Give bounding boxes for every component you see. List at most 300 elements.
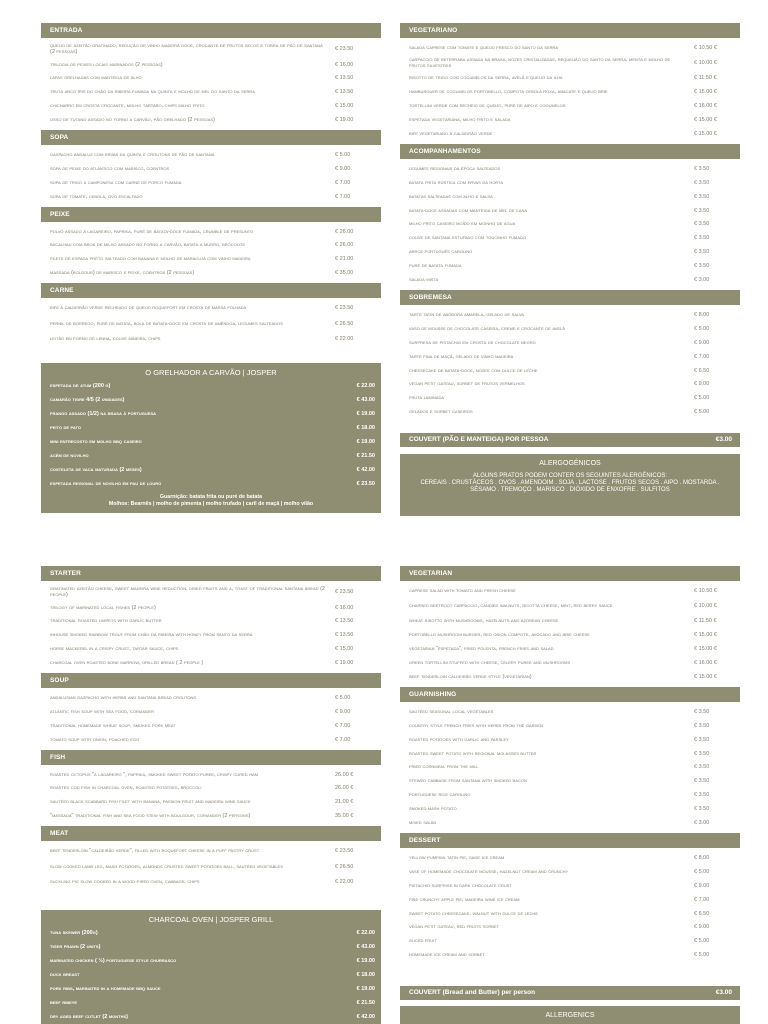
- item-price: € 15.00 €: [694, 674, 717, 681]
- allergens-box: [400, 1006, 740, 1024]
- menu-item: [400, 851, 740, 865]
- menu-item: [41, 643, 381, 657]
- item-name: tiger prawn (2 units): [50, 943, 101, 950]
- item-price: € 16.00 €: [694, 103, 717, 110]
- item-name: trilogia de peixes locais marinados (2 pessoas): [50, 61, 163, 68]
- grill-item: [41, 393, 381, 407]
- item-price: € 3.50: [694, 778, 710, 785]
- menu-item: [41, 656, 381, 670]
- grill-title: O GRELHADOR A CARVÃO | JOSPER: [145, 368, 277, 377]
- item-price: € 5.00: [694, 409, 710, 416]
- sauces-note: Molhos: Bearnês | molho de pimenta | molho trufado | caril de maçã | molho vilão: [108, 500, 314, 507]
- item-name: puré de batata fumada: [409, 263, 462, 270]
- item-name: tortellini verde com recheio de queijo, puré de aipo e cogumelos: [409, 103, 566, 110]
- menu-item: [400, 935, 740, 949]
- item-name: batata-doce assadas com manteiga de mel de cana: [409, 207, 528, 214]
- item-price: € 3.50: [694, 207, 710, 214]
- item-name: charcoal oven roasted bone marrow, grilled bread ( 2 people ): [50, 660, 204, 667]
- menu-item: [400, 350, 740, 364]
- item-price: € 42.00: [356, 467, 375, 474]
- item-price: € 3.50: [694, 736, 710, 743]
- menu-item: [400, 308, 740, 322]
- menu-item: [400, 322, 740, 336]
- item-name: vase of homemade chocolate mousse, hazelnut cream and crunchy: [409, 868, 569, 875]
- en-couvert: [400, 986, 740, 1000]
- item-name: sautéed seasonal local vegetables: [409, 708, 494, 715]
- item-name: batatas salteadas com alho e salsa: [409, 193, 493, 200]
- menu-item: [400, 719, 740, 733]
- item-price: € 8.00: [694, 311, 710, 318]
- menu-item: [400, 100, 740, 114]
- item-price: € 22.00: [335, 335, 354, 342]
- section-items: [41, 298, 381, 349]
- menu-item: [41, 41, 381, 58]
- item-name: smoked mash potato: [409, 806, 457, 813]
- menu-item: [400, 204, 740, 218]
- grill-item: [41, 968, 381, 982]
- item-price: € 21.50: [356, 1000, 375, 1007]
- grill-item: [41, 464, 381, 478]
- menu-item: [400, 670, 740, 684]
- item-price: € 21.50: [356, 453, 375, 460]
- menu-item: [400, 629, 740, 643]
- item-name: beef tenderloin "caldeirão verde", filled with roquefort cheese in a puff pastry crust: [50, 848, 260, 855]
- item-price: € 3.50: [694, 179, 710, 186]
- item-price: € 26.00: [335, 242, 354, 249]
- item-name: country style french fries with herbs from the garden: [409, 722, 543, 729]
- menu-item: [400, 907, 740, 921]
- menu-item: [400, 816, 740, 830]
- en-grill-box: [41, 910, 381, 1024]
- grill-item: [41, 407, 381, 421]
- item-price: € 3.50: [694, 722, 710, 729]
- item-name: tarte tatin de abóbora amarela, gelado de salva: [409, 311, 524, 318]
- item-price: € 7.00: [335, 193, 351, 200]
- menu-item: [41, 768, 381, 782]
- item-price: € 13.50: [335, 75, 354, 82]
- item-name: "massada" traditional fish and sea food stew with boulgour, coriander (2 persons): [50, 813, 251, 820]
- menu-item: [41, 601, 381, 615]
- grill-box: [41, 910, 381, 1024]
- menu-item: [400, 378, 740, 392]
- section-header: FISH: [41, 750, 381, 765]
- item-name: salada mista: [409, 277, 439, 284]
- item-name: batata frita rústica com ervas da horta: [409, 179, 504, 186]
- item-name: hambúrguer de cogumelos portobello, compota cebola roxa, abacate e queijo brie: [409, 89, 608, 96]
- item-price: € 16.00: [335, 61, 354, 68]
- item-price: € 3.50: [694, 806, 710, 813]
- item-price: € 9.00: [694, 882, 710, 889]
- menu-item: [400, 336, 740, 350]
- item-name: vegetarian "espetada", fried polenta, french fries and salad: [409, 646, 554, 653]
- menu-item: [41, 113, 381, 127]
- item-price: € 23.50: [335, 46, 354, 53]
- section-items: [41, 145, 381, 207]
- item-name: surpresa de pistachio em crosta de chocolate negro: [409, 339, 536, 346]
- item-name: slow cooked lamb leg, mash potatoes, almonds crusted sweet potatoes ball, sautéed vegetables: [50, 863, 283, 870]
- couvert-bar: [400, 986, 740, 1000]
- section-items: [41, 765, 381, 827]
- menu-item: [400, 41, 740, 55]
- item-price: € 43.00: [356, 396, 375, 403]
- menu-item: [41, 100, 381, 114]
- couvert-label: COUVERT (Bread and Butter) per person: [409, 989, 536, 996]
- item-name: polvo assado à lagareiro, paprika, puré de batata-doce fumada, crumble de presunto: [50, 228, 254, 235]
- menu-item: [400, 127, 740, 141]
- menu-item: [400, 733, 740, 747]
- item-price: € 7.00: [335, 179, 351, 186]
- item-price: € 19.00: [335, 117, 354, 124]
- menu-item: [400, 232, 740, 246]
- item-price: € 5.00: [694, 938, 710, 945]
- item-price: € 22.00: [356, 929, 375, 936]
- item-name: portobello mushroom burger, red onion compote, avocado and brie cheese: [409, 632, 590, 639]
- menu-item: [400, 893, 740, 907]
- item-price: € 13.50: [335, 618, 354, 625]
- item-name: espetada de atum (200 g): [50, 382, 111, 389]
- menu-item: [41, 629, 381, 643]
- menu-item: [41, 253, 381, 267]
- item-price: € 3.50: [694, 235, 710, 242]
- item-name: mini entrecosto em molho bbq caseiro: [50, 439, 142, 446]
- item-name: filete de espada preto salteado com banana e molho de maracujá com vinho madeira: [50, 256, 251, 263]
- section-header: PEIXE: [41, 207, 381, 222]
- section-items: [400, 581, 740, 687]
- item-price: € 19.00: [356, 986, 375, 993]
- item-name: sautéed black scabbard fish filet with banana, passion fruit and madeira wine sauce: [50, 799, 251, 806]
- pt-allergens: [400, 454, 740, 516]
- menu-item: [400, 948, 740, 962]
- item-name: gaspacho andaluz com ervas da quinta e croutons de pão de santana: [50, 152, 215, 159]
- item-name: queijo de azeitão gratinado, redução de vinho madeira doce, crocante de frutos secos e torra de pão de santana (2 pessoas): [50, 42, 323, 56]
- item-price: € 7.00: [335, 736, 351, 743]
- item-name: frango assado (1/2) na brasa à portuguesa: [50, 410, 157, 417]
- item-price: € 15.00 €: [694, 89, 717, 96]
- menu-item: [41, 267, 381, 281]
- menu-item: [41, 691, 381, 705]
- item-price: € 15.00 €: [694, 632, 717, 639]
- item-price: € 18.00: [356, 425, 375, 432]
- menu-item: [400, 218, 740, 232]
- item-name: risotto de trigo com cogumelos da serra, avelã e queijo da ilha: [409, 75, 563, 82]
- section-items: [41, 38, 381, 130]
- item-name: vegan petit gateau, red fruits sorbet: [409, 924, 499, 931]
- item-name: horse mackerel in a crispy crust, tartar sauce, chips: [50, 646, 179, 653]
- item-price: € 10.50 €: [694, 587, 717, 594]
- allergens-intro: ALGUNS PRATOS PODEM CONTER OS SEGUINTES ALERGÉNICOS:: [472, 473, 668, 479]
- grill-item: [41, 449, 381, 463]
- item-name: sweet potato cheesecake, walnut with dulce de leche: [409, 910, 538, 917]
- item-name: roasted sweet potato with regional molasses butter: [409, 750, 537, 757]
- item-name: green tortellini stuffed with cheese, celery puree and mushrooms: [409, 660, 571, 667]
- item-price: € 23.50: [335, 848, 354, 855]
- grill-box: [41, 363, 381, 513]
- menu-item: [41, 148, 381, 162]
- item-price: € 3.50: [694, 193, 710, 200]
- item-name: vegan petit gateau, sorbet de frutos vermelhos: [409, 381, 525, 388]
- item-name: traditional homemade wheat soup, smoked pork meat: [50, 722, 176, 729]
- item-price: € 3.50: [694, 249, 710, 256]
- grill-item: [41, 954, 381, 968]
- menu-item: [400, 162, 740, 176]
- item-name: salada caprese com tomate e queijo fresco do santo da serra: [409, 44, 559, 51]
- section-items: [400, 159, 740, 290]
- item-name: roasted cod fish in charcoal oven, roasted potatoes, broccoli: [50, 785, 202, 792]
- item-name: pork ribs, marinated in a homemade bbq sauce: [50, 986, 161, 993]
- item-price: € 15.00 €: [694, 117, 717, 124]
- menu-item: [400, 705, 740, 719]
- menu-item: [400, 392, 740, 406]
- menu-item: [400, 190, 740, 204]
- menu-item: [41, 332, 381, 346]
- item-name: suckling pig slow cooked in a wood-fired oven, cabbage, chips: [50, 878, 200, 885]
- menu-item: [400, 584, 740, 598]
- menu-item: [41, 844, 381, 858]
- grill-item: [41, 982, 381, 996]
- item-name: marinated chicken ( ½) portuguese style churrasco: [50, 957, 177, 964]
- section-items: [41, 222, 381, 284]
- section-header: MEAT: [41, 826, 381, 841]
- menu-item: [41, 705, 381, 719]
- menu-item: [400, 615, 740, 629]
- item-price: € 22.00: [335, 878, 354, 885]
- menu-item: [41, 584, 381, 601]
- menu-item: [400, 879, 740, 893]
- grill-title: CHARCOAL OVEN | JOSPER GRILL: [148, 915, 274, 924]
- item-name: stewed cabbage from santana with smoked bacon: [409, 778, 527, 785]
- pt-right-column: [400, 23, 740, 422]
- menu-item: [400, 273, 740, 287]
- grill-item: [41, 421, 381, 435]
- item-name: gratinated azeitão cheese, sweet madeira wine reduction, dried fruits and a, toast of traditional santana bread (2 people): [50, 585, 325, 599]
- item-price: € 22.00: [356, 382, 375, 389]
- item-name: tuna skewer (200g): [50, 929, 98, 936]
- item-price: € 5.00: [335, 695, 351, 702]
- item-name: acém de novilho: [50, 453, 89, 460]
- allergens-title: ALLERGENICS: [545, 1012, 595, 1019]
- item-price: € 13.50: [335, 632, 354, 639]
- item-price: € 42.00: [356, 1014, 375, 1021]
- item-price: € 3.00: [694, 277, 710, 284]
- couvert-price: €3.00: [715, 989, 732, 996]
- item-name: gelados e sorbet caseiros: [409, 409, 473, 416]
- grill-item: [41, 435, 381, 449]
- section-header: ACOMPANHAMENTOS: [400, 144, 740, 159]
- menu-item: [400, 405, 740, 419]
- item-price: € 9.00: [694, 924, 710, 931]
- item-name: bife vegetariano à caldeirão verde: [409, 131, 493, 138]
- section-header: CARNE: [41, 283, 381, 298]
- item-name: espetada regional de novilho em pau de louro: [50, 481, 162, 488]
- section-items: [400, 848, 740, 965]
- item-price: € 35.00: [335, 270, 354, 277]
- item-name: fried cornmeal from the mill: [409, 764, 479, 771]
- couvert-price: €3.00: [715, 436, 732, 443]
- item-name: charred beetroot carpaccio, candied walnuts, ricotta cheese, mint, red berry sauce: [409, 603, 613, 610]
- grill-item: [41, 478, 381, 492]
- item-price: € 9.00: [335, 165, 351, 172]
- item-name: bife à caldeirão verde recheado de queijo roquefort em crosta de massa folhada: [50, 305, 247, 312]
- menu-item: [400, 598, 740, 615]
- item-price: € 19.00: [356, 410, 375, 417]
- menu-item: [400, 747, 740, 761]
- item-price: € 43.00: [356, 943, 375, 950]
- item-price: € 13.50: [335, 89, 354, 96]
- item-price: € 16.00: [335, 604, 354, 611]
- item-name: roasted octopus "à lagareiro ", paprika, smoked sweet potato puree, crispy cured ham: [50, 771, 259, 778]
- item-name: caprese salad with tomato and fresh cheese: [409, 587, 516, 594]
- item-price: € 5.00: [694, 395, 710, 402]
- pt-grill-box: [41, 363, 381, 513]
- item-name: couve de santana estufado com toucinho fumado: [409, 235, 527, 242]
- item-name: legumes regionais da época salteados: [409, 165, 501, 172]
- menu-item: [41, 239, 381, 253]
- item-price: € 10.00 €: [694, 60, 717, 67]
- section-items: [41, 581, 381, 673]
- pt-left-column: [41, 23, 381, 349]
- item-price: € 3.00: [694, 820, 710, 827]
- allergens-box: [400, 454, 740, 516]
- menu-item: [400, 865, 740, 879]
- item-price: 26.00 €: [335, 771, 354, 778]
- allergens-body: [400, 467, 740, 494]
- menu-item: [41, 810, 381, 824]
- item-price: € 3.50: [694, 165, 710, 172]
- item-name: pistachio surprise in dark chocolate crust: [409, 882, 512, 889]
- menu-item: [41, 58, 381, 72]
- item-name: portuguese rice carolino: [409, 792, 471, 799]
- item-price: € 26.50: [335, 863, 354, 870]
- item-name: homemade ice cream and sorbet: [409, 952, 485, 959]
- menu-item: [41, 162, 381, 176]
- section-header: SOPA: [41, 130, 381, 145]
- item-name: atlantic fish soup with sea food, coriander: [50, 708, 154, 715]
- item-name: milho frito caseiro moído em moinho de água: [409, 221, 516, 228]
- menu-item: [400, 55, 740, 72]
- menu-item: [400, 176, 740, 190]
- menu-item: [41, 301, 381, 315]
- menu-item: [41, 190, 381, 204]
- item-price: € 5.00: [694, 952, 710, 959]
- menu-item: [400, 761, 740, 775]
- item-name: fine crunchy apple pie, madeira wine ice cream: [409, 896, 520, 903]
- item-name: pernil de borrego, puré de batata, bola de batata-doce em crosta de amêndoa, legumes salteados: [50, 320, 283, 327]
- item-price: € 3.50: [694, 750, 710, 757]
- section-header: VEGETARIANO: [400, 23, 740, 38]
- item-name: sopa de trigo à camponesa com carne de porco fumada: [50, 179, 182, 186]
- menu-item: [400, 643, 740, 657]
- item-price: € 19.00: [356, 957, 375, 964]
- item-name: tomato soup with onion, poached egg: [50, 736, 140, 743]
- item-name: arroz português carolino: [409, 249, 473, 256]
- item-price: € 18.00: [356, 972, 375, 979]
- item-name: sliced fruit: [409, 938, 437, 945]
- en-allergens: [400, 1006, 740, 1024]
- menu-item: [400, 921, 740, 935]
- item-price: 35.00 €: [335, 813, 354, 820]
- item-price: € 9.00: [335, 708, 351, 715]
- item-name: leitão em forno de lenha, couve mineira, chips: [50, 335, 161, 342]
- item-name: fruta laminada: [409, 395, 445, 402]
- section-items: [400, 38, 740, 144]
- item-price: € 9.00: [694, 381, 710, 388]
- item-price: € 3.50: [694, 221, 710, 228]
- item-name: duck breast: [50, 972, 80, 979]
- menu-item: [41, 176, 381, 190]
- menu-item: [41, 615, 381, 629]
- item-name: andalusian gazpacho with herbs and santana bread croutons: [50, 695, 197, 702]
- item-name: lapas grelhadas com manteiga de alho: [50, 75, 142, 82]
- en-right-column: [400, 566, 740, 965]
- item-price: € 15.00: [335, 103, 354, 110]
- section-header: ENTRADA: [41, 23, 381, 38]
- item-name: chicharro em crosta crocante, molho tártaro, chips milho frito: [50, 103, 205, 110]
- item-name: camarão tigre 4/5 (2 unidades): [50, 396, 125, 403]
- item-price: € 6.50: [694, 910, 710, 917]
- item-name: inhouse smoked rainbow trout from chão da ribeira with honey from santo da serra: [50, 632, 253, 639]
- menu-item: [41, 733, 381, 747]
- item-name: yellow pumpkin tatin pie, sage ice cream: [409, 854, 505, 861]
- item-price: € 21.00: [335, 256, 354, 263]
- menu-item: [400, 113, 740, 127]
- item-price: € 26.00: [335, 228, 354, 235]
- couvert-bar: [400, 433, 740, 447]
- menu-item: [41, 315, 381, 332]
- menu-item: [41, 858, 381, 875]
- item-name: costeleta de vaca maturada (2 meses): [50, 467, 142, 474]
- item-price: € 19.00: [356, 439, 375, 446]
- item-price: € 3.50: [694, 764, 710, 771]
- item-name: sopa de peixe do atlântico com marisco, coentros: [50, 165, 170, 172]
- item-name: truta arco íris do chão da ribeira fumada na quinta e molho de mel do santo da serra: [50, 89, 255, 96]
- grill-item: [41, 1011, 381, 1024]
- pt-couvert: [400, 433, 740, 447]
- menu-item: [400, 789, 740, 803]
- section-items: [400, 702, 740, 833]
- item-name: vaso de mousse de chocolate caseira, creme e crocante de avelã: [409, 325, 565, 332]
- item-price: € 7.00: [694, 353, 710, 360]
- grill-item: [41, 940, 381, 954]
- item-name: espetada vegetariana, milho frito e salada: [409, 117, 511, 124]
- menu-item: [400, 656, 740, 670]
- menu-item: [400, 364, 740, 378]
- en-left-column: [41, 566, 381, 892]
- item-price: € 15.00 €: [694, 131, 717, 138]
- item-price: € 3.50: [694, 263, 710, 270]
- section-header: STARTER: [41, 566, 381, 581]
- menu-item: [41, 875, 381, 889]
- menu-item: [400, 246, 740, 260]
- menu-item: [41, 86, 381, 100]
- item-name: massada (bolgour) de marisco e peixe, coentros (2 pessoas): [50, 270, 195, 277]
- section-items: [41, 688, 381, 750]
- item-price: € 16.00 €: [694, 660, 717, 667]
- item-price: € 23.50: [335, 305, 354, 312]
- item-price: € 5.00: [694, 868, 710, 875]
- section-items: [41, 841, 381, 892]
- section-header: GUARNISHING: [400, 687, 740, 702]
- item-price: 26.00 €: [335, 785, 354, 792]
- item-price: € 10.00 €: [694, 603, 717, 610]
- allergens-title: ALERGOGÉNICOS: [539, 460, 601, 467]
- item-price: € 15.00: [335, 646, 354, 653]
- item-name: peito de pato: [50, 425, 81, 432]
- menu-item: [41, 719, 381, 733]
- section-header: SOBREMESA: [400, 290, 740, 305]
- item-price: € 10.50 €: [694, 44, 717, 51]
- grill-item: [41, 926, 381, 940]
- section-header: DESSERT: [400, 833, 740, 848]
